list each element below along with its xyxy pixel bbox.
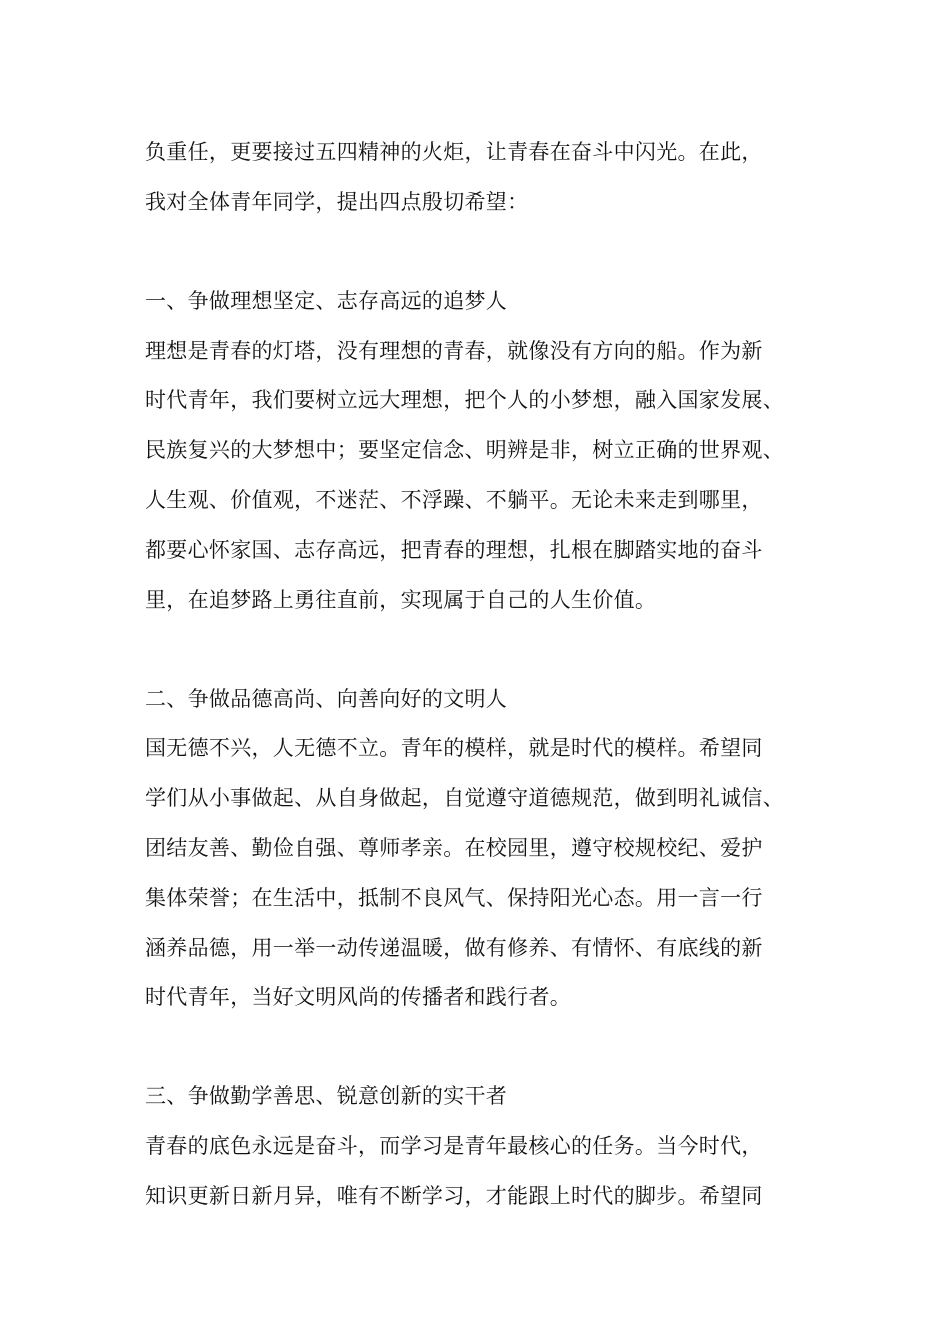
intro-line: 负重任，更要接过五四精神的火炬，让青春在奋斗中闪光。在此， bbox=[145, 140, 763, 164]
paragraph-line: 团结友善、勤俭自强、尊师孝亲。在校园里，遵守校规校纪、爱护 bbox=[145, 836, 763, 860]
paragraph-line: 里，在追梦路上勇往直前，实现属于自己的人生价值。 bbox=[145, 588, 657, 612]
paragraph-line: 国无德不兴，人无德不立。青年的模样，就是时代的模样。希望同 bbox=[145, 736, 763, 760]
paragraph-line: 学们从小事做起、从自身做起，自觉遵守道德规范，做到明礼诚信、 bbox=[145, 786, 784, 810]
paragraph-line: 知识更新日新月异，唯有不断学习，才能跟上时代的脚步。希望同 bbox=[145, 1184, 763, 1208]
intro-line: 我对全体青年同学，提出四点殷切希望： bbox=[145, 190, 529, 214]
paragraph-line: 都要心怀家国、志存高远，把青春的理想，扎根在脚踏实地的奋斗 bbox=[145, 538, 763, 562]
section-heading: 三、争做勤学善思、锐意创新的实干者 bbox=[145, 1084, 508, 1108]
section-heading: 一、争做理想坚定、志存高远的追梦人 bbox=[145, 289, 508, 313]
paragraph-line: 时代青年，我们要树立远大理想，把个人的小梦想，融入国家发展、 bbox=[145, 388, 784, 412]
paragraph-line: 人生观、价值观，不迷茫、不浮躁、不躺平。无论未来走到哪里， bbox=[145, 488, 763, 512]
paragraph-line: 集体荣誉；在生活中，抵制不良风气、保持阳光心态。用一言一行 bbox=[145, 886, 763, 910]
paragraph-line: 时代青年，当好文明风尚的传播者和践行者。 bbox=[145, 985, 571, 1009]
paragraph-line: 理想是青春的灯塔，没有理想的青春，就像没有方向的船。作为新 bbox=[145, 339, 763, 363]
paragraph-line: 青春的底色永远是奋斗，而学习是青年最核心的任务。当今时代， bbox=[145, 1134, 763, 1158]
paragraph-line: 民族复兴的大梦想中；要坚定信念、明辨是非，树立正确的世界观、 bbox=[145, 438, 784, 462]
section-heading: 二、争做品德高尚、向善向好的文明人 bbox=[145, 687, 508, 711]
paragraph-line: 涵养品德，用一举一动传递温暖，做有修养、有情怀、有底线的新 bbox=[145, 936, 763, 960]
